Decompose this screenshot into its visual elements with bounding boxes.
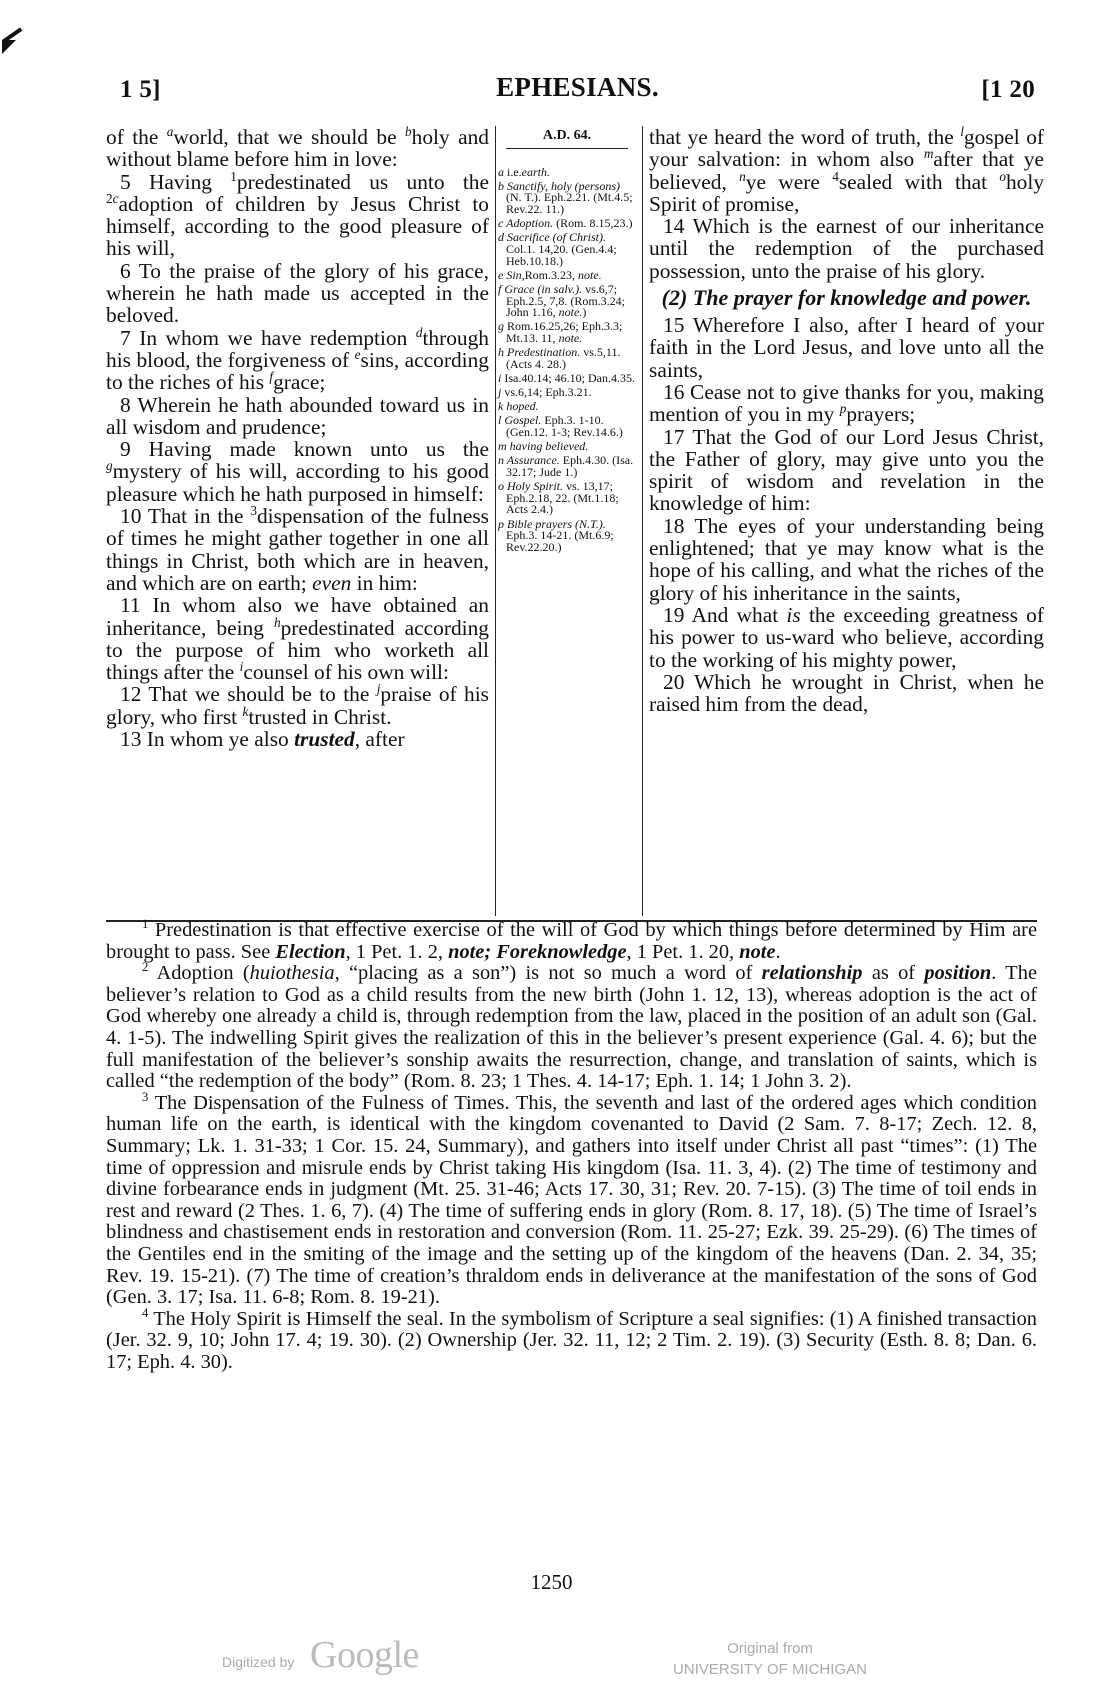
margin-note: e Sin,Rom.3.23, note. [498,267,602,282]
verse-paragraph: 20 Which he wrought in Christ, when he raised him from the dead, [649,669,1044,717]
margin-note: j vs.6,14; Eph.3.21. [498,385,592,400]
footnote: $^3$ The Dispensation of the Fulness of Times. This, the seventh and last of the ordered ages which condition human life on the earth, is identical with the kingdom covenanted to David (2 Sam. 7. 8-17; Zech. 12. 8, Summary; Lk. 1. 31-33; 1 Cor. 15. 24, Summary), and gathers into itself under Christ all past “times”: (1) The time of oppression and misrule ends by Christ taking His kingdom (Isa. 11. 3, 4). (2) The time of testimony and divine forbearance ends in judgment (Mt. 25. 31-46; Acts 17. 30, 31; Rev. 20. 7-15). (3) The time of toil ends in rest and reward (2 Thes. 1. 6, 7). (4) The time of suffering ends in glory (Rom. 8. 17, 18). (5) The time of Israel’s blindness and chastisement ends in restoration and conversion (Rom. 11. 25-27; Ezk. 39. 25-29). (6) The times of the Gentiles end in the smiting of the image and the setting up of the kingdom of the heavens (Dan. 2. 34, 35; Rev. 19. 15-21). (7) The time of creation’s thraldom ends in deliverance at the manifestation of the sons of God (Gen. 3. 17; Isa. 11. 6-8; Rom. 8. 19-21). [106,1089,1037,1309]
verse-paragraph: 17 That the God of our Lord Jesus Christ, the Father of glory, may give unto you the spirit of wisdom and revelation in the knowledge of him: [649,424,1044,516]
margin-note: g Rom.16.25,26; Eph.3.3; Mt.13. 11, note. [498,319,623,345]
footnote: $^4$ The Holy Spirit is Himself the seal. In the symbolism of Scripture a seal signifies: (1) A finished transaction (Jer. 32. 9, 10; John 17. 4; 19. 30). (2) Ownership (Jer. 32. 11, 12; 2 Tim. 2. 19). (3) Security (Esth. 8. 8; Dan. 6. 17; Eph. 4. 30). [106,1305,1037,1373]
verse-paragraph: 8 Wherein he hath abounded toward us in all wisdom and prudence; [106,392,489,439]
corner-mark [2,40,16,54]
verse-paragraph: that ye heard the word of truth, the $^l$gospel of your salvation: in whom also $^m$after that ye believed, $^n$ye were $^4$sealed with that $^o$holy Spirit of promise, [649,123,1045,216]
margin-note: o Holy Spirit. vs. 13,17; Eph.2.18, 22. (Mt.1.18; Acts 2.4.) [498,479,619,517]
margin-notes [498,164,636,554]
right-text-column [642,123,1045,916]
original-from-label [660,1638,880,1680]
verse-paragraph: 15 Wherefore I also, after I heard of your faith in the Lord Jesus, and love unto all the saints, [649,313,1044,382]
running-header [120,68,1035,104]
margin-note: l Gospel. Eph.3. 1-10. (Gen.12. 1-3; Rev.14.6.) [498,413,623,439]
footnotes [106,917,1038,1373]
verse-paragraph: 19 And what is the exceeding greatness of his power to us-ward who believe, according to the working of his mighty power, [649,602,1044,672]
verse-paragraph: 14 Which is the earnest of our inheritance until the redemption of the purchased possession, unto the praise of his glory. [649,214,1044,283]
verse-paragraph: 7 In whom we have redemption $^d$through his blood, the forgiveness of $^e$sins, according to the riches of his $^f$grace; [106,324,489,395]
margin-note: k hoped. [498,399,539,414]
verse-paragraph: of the $^a$world, that we should be $^b$holy and without blame before him in love: [106,123,489,172]
right-column-verses-top [649,123,1045,283]
margin-note: h Predestination. vs.5,11. (Acts 4. 28.) [498,345,621,371]
verse-paragraph: 12 That we should be to the $^j$praise of his glory, who first $^k$trusted in Christ. [106,681,489,729]
verse-paragraph: 18 The eyes of your understanding being enlightened; that ye may know what is the hope of his calling, and what the riches of the glory of his inheritance in the saints, [649,513,1044,605]
margin-note: a i.e.earth. [498,164,551,179]
original-from-text: Original from [727,1640,813,1657]
verse-paragraph: 10 That in the $^3$dispensation of the fulness of times he might gather together in one all things in Christ, both which are in heaven, and which are on earth; even in him: [106,502,489,595]
margin-note: n Assurance. Eph.4.30. (Isa. 32.17; Jude 1.) [498,453,634,479]
header-left-ref: 1 5] [120,76,161,103]
margin-note: c Adoption. (Rom. 8.15,23.) [498,216,633,231]
header-book-title: EPHESIANS. [496,72,659,102]
left-text-column [106,123,496,916]
verse-paragraph: 5 Having $^1$predestinated us unto the $^{2c}$adoption of children by Jesus Christ to himself, according to the good pleasure of his will, [106,168,489,261]
verse-paragraph: 11 In whom also we have obtained an inheritance, being $^h$predestinated according to the purpose of him who worketh all things after the $^i$counsel of his own will: [106,593,489,685]
margin-note: d Sacrifice (of Christ). Col.1. 14,20. (Gen.4.4; Heb.10.18.) [498,230,617,268]
verse-paragraph: 6 To the praise of the glory of his grace, wherein he hath made us accepted in the beloved. [106,258,489,328]
google-logo: Google [310,1634,419,1676]
digitized-by-label: Digitized by [222,1654,295,1670]
header-right-ref: [1 20 [981,76,1035,103]
verse-paragraph: 13 In whom ye also trusted, after [120,727,405,752]
verse-paragraph: 9 Having made known unto us the $^g$mystery of his will, according to his good pleasure which he hath purposed in himself: [106,437,489,506]
margin-note: f Grace (in salv.). vs.6,7; Eph.2.5, 7,8. (Rom.3.24; John 1.16, note.) [498,281,625,320]
margin-note: i Isa.40.14; 46.10; Dan.4.35. [498,370,635,385]
margin-date: A.D. 64. [506,130,628,149]
section-title: (2) The prayer for knowledge and power. [661,285,1032,311]
footnote: $^1$ Predestination is that effective exercise of the will of God by which things before determined by Him are brought to pass. See Election, 1 Pet. 1. 2, note; Foreknowledge, 1 Pet. 1. 20, note. [106,917,1037,963]
right-column-verses-bottom [649,314,1044,715]
margin-note: m having believed. [498,439,589,454]
institution-name: UNIVERSITY OF MICHIGAN [673,1661,867,1678]
footnote: $^2$ Adoption (huiothesia, “placing as a son”) is not so much a word of relationship as of position. The believer’s relation to God as a child results from the new birth (John 1. 12, 13), whereas adoption is the act of God whereby one already a child is, through redemption from the law, placed in the position of an adult son (Gal. 4. 1-5). The indwelling Spirit gives the realization of this in the believer’s present experience (Gal. 4. 6); but the full manifestation of the believer’s sonship awaits the resurrection, change, and translation of saints, which is called “the redemption of the body” (Rom. 8. 23; 1 Thes. 4. 14-17; Eph. 1. 14; 1 John 3. 2). [106,960,1038,1093]
verse-paragraph: 16 Cease not to give thanks for you, making mention of you in my $^p$prayers; [649,379,1044,427]
margin-note: p Bible prayers (N.T.). Eph.3. 14-21. (Mt.6.9; Rev.22.20.) [498,516,614,554]
page-number: 1250 [530,1570,573,1594]
margin-note: b Sanctify, holy (persons) (N. T.). Eph.2.21. (Mt.4.5; Rev.22. 11.) [498,178,633,216]
margin-reference-column [498,130,636,920]
